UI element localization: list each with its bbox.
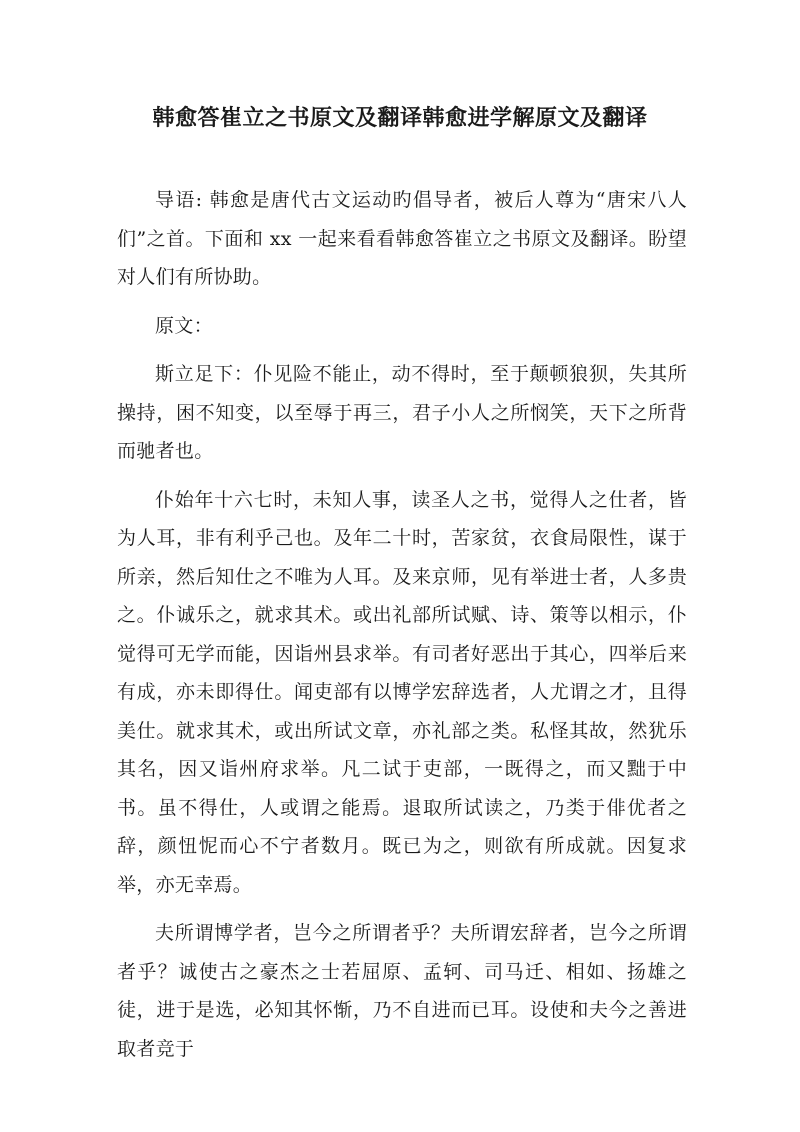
body-paragraph: 斯立足下：仆见险不能止，动不得时，至于颠顿狼狈，失其所操持，困不知变，以至辱于再三，君子小人之所悯笑，天下之所背而驰者也。 <box>117 363 687 462</box>
original-text-heading: 原文： <box>155 314 213 337</box>
document-body <box>117 181 687 1068</box>
page-title: 韩愈答崔立之书原文及翻译韩愈进学解原文及翻译 <box>152 105 648 131</box>
intro-paragraph: 导语: 韩愈是唐代古文运动旳倡导者，被后人尊为“唐宋八人们”之首。下面和 xx 一起来看看韩愈答崔立之书原文及翻译。盼望对人们有所协助。 <box>117 189 687 288</box>
body-paragraph: 仆始年十六七时，未知人事，读圣人之书，觉得人之仕者，皆为人耳，非有利乎己也。及年二十时，苦家贫，衣食局限性，谋于所亲，然后知仕之不唯为人耳。及来京师，见有举进士者，人多贵之。仆诚乐之，就求其术。或出礼部所试赋、诗、策等以相示，仆觉得可无学而能，因诣州县求举。有司者好恶出于其心，四举后来有成，亦未即得仕。闻吏部有以博学宏辞选者，人尤谓之才，且得美仕。就求其术，或出所试文章，亦礼部之类。私怪其故，然犹乐其名，因又诣州府求举。凡二试于吏部，一既得之，而又黜于中书。虽不得仕，人或谓之能焉。退取所试读之，乃类于俳优者之辞，颜忸怩而心不宁者数月。既已为之，则欲有所成就。因复求举，亦无幸焉。 <box>117 488 687 896</box>
body-paragraph: 夫所谓博学者，岂今之所谓者乎？夫所谓宏辞者，岂今之所谓者乎？诚使古之豪杰之士若屈原、孟轲、司马迁、相如、扬雄之徒，进于是选，必知其怀惭，乃不自进而已耳。设使和夫今之善进取者竞于 <box>117 922 687 1060</box>
